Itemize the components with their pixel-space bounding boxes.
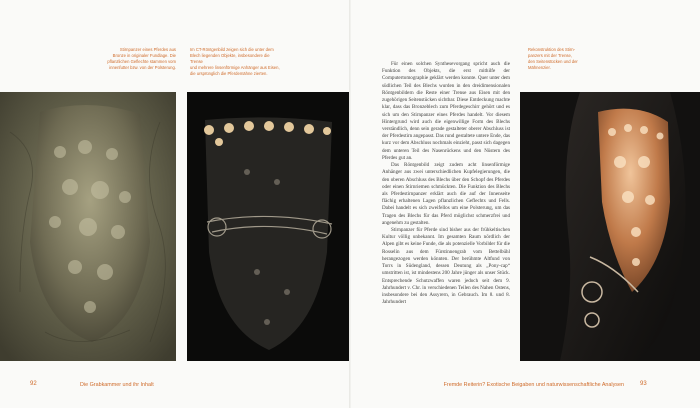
- photo-bronze-plate-in-situ: [0, 92, 176, 361]
- photo-ct-scan-graphic: [187, 92, 349, 361]
- caption-right-photo: Rekonstruktion des Stirn- panzers mit der Trense, den Seitenstücken und der Mähnenzier.: [528, 47, 578, 71]
- photo-reconstruction: [520, 92, 700, 361]
- page-number-right: 93: [640, 381, 647, 387]
- photo-reconstruction-graphic: [520, 92, 700, 361]
- page-gutter: [349, 0, 351, 408]
- caption-middle-photo: Im CT-Röntgenbild zeigen sich die unter dem Blech liegenden Objekte, insbesondere die Trense und mehrere linsenförmige Anhänger aus Eisen, die ursprünglich die Pferdemähne zierten.: [190, 47, 280, 77]
- body-paragraph: Stirnpanzer für Pferde sind bisher aus der frühkeltischen Kultur völlig unbekannt. Im gesamten Raum nördlich der Alpen gibt es keine Funde, die als potenzielle Vorbilder für die Rosselin aus dem Fürstinnengrab vom Bettelbühl herangezogen werden könnten. Der berühmte Altfund von Torrs in Südengland, dessen Deutung als „Pony-cap“ umstritten ist, ist mindestens 200 Jahre jünger als unser Stück. Entsprechende Schutzwaffen waren jedoch seit dem 9. Jahrhundert v. Chr. in verschiedenen Teilen des Nahen Ostens, insbesondere bei den Assyrern, in Gebrauch. Im 8. und 8. Jahrhundert: [382, 227, 510, 306]
- photo-bronze-plate-graphic: [0, 92, 176, 361]
- running-title-left: Die Grabkammer und ihr Inhalt: [80, 382, 154, 388]
- body-text-column: [382, 61, 510, 306]
- body-paragraph: Das Röntgenbild zeigt zudem acht linsenförmige Anhänger aus zwei unterschiedlichen Kupfelegierungen, die den oberen Abschluss des Blechs über den Schopf des Pferdes oder einen Stirnriemen schmückten. Die Funktion des Blechs als Pferdestirnpanzer erklärt auch die auf der Innenseite flächig erhaltenen Lagen pflanzlichen Geflechts und Fells. Dabei handelt es sich zweifellos um eine Polsterung, um das Tragen des Blechs für das Pferd möglichst schmerzfrei und angenehm zu gestalten.: [382, 162, 510, 226]
- photo-ct-scan: [187, 92, 349, 361]
- caption-left-photo: Stirnpanzer eines Pferdes aus Bronze in originaler Fundlage. Die pflanzlichen Geflechte stammen vom innenfutter bzw. von der Polsterung.: [107, 47, 176, 71]
- page-number-left: 92: [30, 381, 37, 387]
- body-paragraph: Für einen solchen Synthesevorgang spricht auch die Funktion des Objekts, die erst mithilfe der Computertomographie geklärt werden konnte. Quer unter dem südlichen Teil des Blechs wurden in den dreidimensionalen Röntgenbildern die Reste einer Trense aus Eisen mit den zugehörigen Seitenstücken sichtbar. Diese Entdeckung machte klar, dass das Bronzeblech zum Pferdegeschirr gehört und es sich um den Stirnpanzer eines Pferdes handelt. Vor diesem Hintergrund wird auch die eigenwillige Form des Blechs verständlich, denn sein gerade gestalteter oberer Abschluss ist der Pferdestirn angepasst. Das rund gestaltete untere Ende, das kurz vor dem Abschluss nochmals einzieht, passt sich dagegen dem unteren Teil des Nasenrückens und den Nüstern des Pferdes gut an.: [382, 61, 510, 161]
- running-title-right: Fremde Reiterin? Exotische Beigaben und naturwissenschaftliche Analysen: [443, 382, 624, 388]
